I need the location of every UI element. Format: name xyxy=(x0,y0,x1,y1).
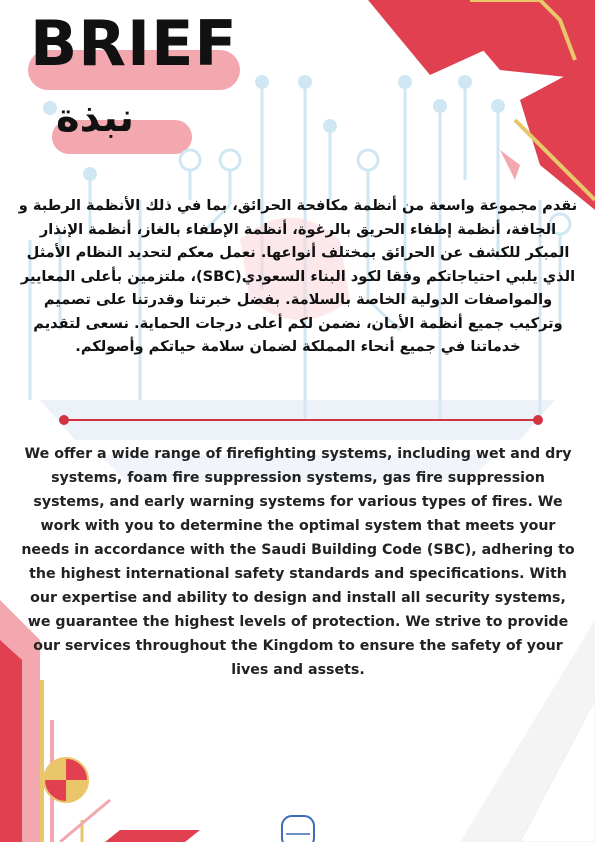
body-paragraph-arabic: نقدم مجموعة واسعة من أنظمة مكافحة الحرائق، بما في ذلك الأنظمة الرطبة و الجافة، أنظمة إطفاء الحريق بالرغوة، أنظمة الإطفاء بالغاز، أنظمة الإنذار المبكر للكشف عن الحرائق بمختلف أنواعها. نعمل معكم لتحديد النظام الأمثل الذي يلبي احتياجاتكم وفقا لكود البناء السعودي(SBC)، ملتزمين بأعلى المعايير والمواصفات الدولية الخاصة بالسلامة. بفضل خبرتنا وقدرتنا على تصميم وتركيب جميع أنظمة الأمان، نضمن لكم أعلى درجات الحماية. نسعى لتقديم خدماتنا في جميع أنحاء المملكة لضمان سلامة حياتكم وأصولكم. xyxy=(18,197,578,355)
page-tab-icon xyxy=(282,816,314,842)
body-paragraph-english: We offer a wide range of firefighting systems, including wet and dry systems, foam fire suppression systems, gas fire suppression systems, and early warning systems for various types of fires. We work with you to determine the optimal system that meets your needs in accordance with the Saudi Building Code (SBC), adhering to the highest international safety standards and specifications. With our expertise and ability to design and install all security systems, we guarantee the highest levels of protection. We strive to provide our services throughout the Kingdom to ensure the safety of your lives and assets. xyxy=(21,446,575,678)
page-title: BRIEF xyxy=(30,7,238,80)
page-subtitle-arabic: نبذة xyxy=(56,95,135,141)
corner-accent-top-right xyxy=(368,0,595,210)
emblem-icon xyxy=(44,758,88,802)
